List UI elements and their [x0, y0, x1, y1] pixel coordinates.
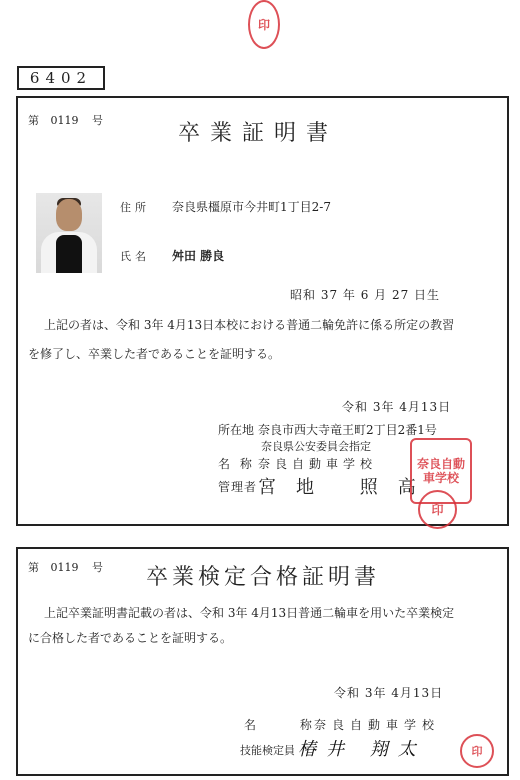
- certificate-number: 第 0119 号: [28, 114, 103, 127]
- manager-name: 宮地 照高: [258, 477, 436, 498]
- certificate-title-2: 卒業検定合格証明書: [146, 565, 381, 590]
- manager-label: 管理者: [218, 480, 258, 494]
- graduation-certificate: [16, 96, 509, 526]
- birth-date: 昭和 37 年 6 月 27 日生: [290, 288, 441, 302]
- certificate-body-line1: 上記の者は、令和 3年 4月13日本校における普通二輪免許に係る所定の教習: [44, 318, 455, 332]
- location-value: 奈良市西大寺竜王町2丁目2番1号: [258, 423, 437, 437]
- examiner-label: 技能検定員: [240, 744, 295, 757]
- photo: [36, 193, 102, 273]
- exam-school-label: 名 称: [244, 718, 332, 732]
- issue-date: 令和 3年 4月13日: [342, 400, 452, 414]
- exam-pass-certificate: [16, 547, 509, 776]
- exam-body-line2: に合格した者であることを証明する。: [28, 631, 233, 645]
- address-value: 奈良県橿原市今井町1丁目2-7: [172, 200, 331, 214]
- name-value: 舛田 勝良: [172, 249, 225, 263]
- location-label: 所在地: [218, 423, 255, 437]
- exam-body-line1: 上記卒業証明書記載の者は、令和 3年 4月13日普通二輪車を用いた卒業検定: [44, 606, 455, 620]
- certificate-number-2: 第 0119 号: [28, 561, 103, 574]
- exam-issue-date: 令和 3年 4月13日: [334, 686, 444, 700]
- top-seal: 印: [248, 0, 280, 49]
- exam-school-name: 奈良自動車学校: [314, 718, 441, 732]
- school-label: 名 称: [218, 457, 255, 471]
- name-label: 氏名: [120, 250, 150, 263]
- address-label: 住所: [120, 201, 150, 214]
- designation: 奈良県公安委員会指定: [261, 440, 371, 453]
- examiner-seal: 印: [460, 734, 494, 768]
- certificate-title: 卒業証明書: [178, 121, 339, 146]
- serial-number: 6402: [17, 66, 105, 90]
- school-seal: 奈良自動車学校: [410, 438, 472, 504]
- certificate-body-line2: を修了し、卒業した者であることを証明する。: [28, 347, 281, 361]
- manager-seal: 印: [418, 490, 457, 529]
- examiner-signature: 椿井 翔太: [298, 739, 426, 760]
- school-name: 奈良自動車学校: [258, 457, 378, 471]
